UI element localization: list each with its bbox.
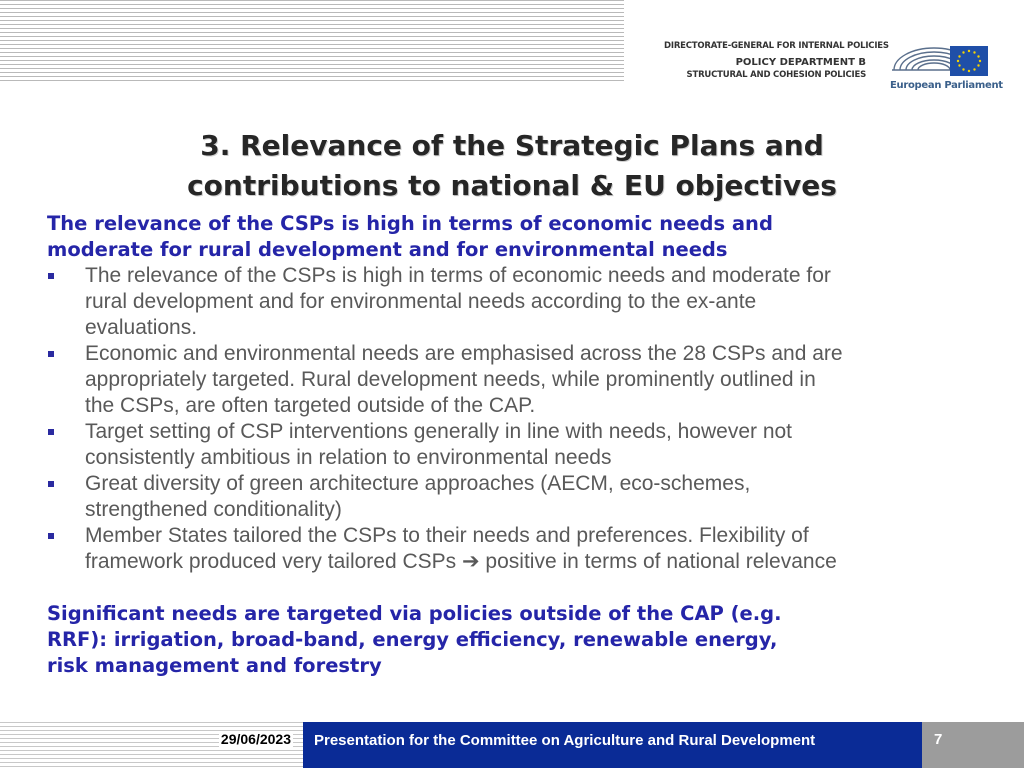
footer-presentation-title: Presentation for the Committee on Agriculture and Rural Development [314, 732, 816, 749]
bullet-line: Target setting of CSP interventions generally in line with needs, however not [85, 420, 793, 443]
slide-title-line1: 3. Relevance of the Strategic Plans and [200, 129, 824, 162]
policy-area: STRUCTURAL AND COHESION POLICIES [686, 70, 866, 80]
key-finding-heading [47, 211, 987, 263]
outside-cap-heading [47, 601, 987, 679]
bullet-item [47, 523, 977, 575]
bullet-line: consistently ambitious in relation to environmental needs [85, 446, 612, 469]
page-number: 7 [934, 731, 943, 748]
bullet-line: the CSPs, are often targeted outside of the CAP. [85, 394, 536, 417]
outside-cap-line1: Significant needs are targeted via policies outside of the CAP (e.g. [47, 602, 782, 625]
directorate-name: DIRECTORATE-GENERAL FOR INTERNAL POLICIES [664, 41, 889, 51]
bullet-square-icon [48, 481, 54, 487]
outside-cap-line3: risk management and forestry [47, 654, 382, 677]
footer-date-panel [0, 722, 303, 768]
footer-title-panel [303, 722, 922, 768]
bullet-line: evaluations. [85, 316, 198, 339]
outside-cap-line2: RRF): irrigation, broad-band, energy efficiency, renewable energy, [47, 628, 778, 651]
bullet-line: Great diversity of green architecture approaches (AECM, eco-schemes, [85, 472, 751, 495]
key-finding-line1: The relevance of the CSPs is high in terms of economic needs and [47, 212, 773, 235]
bullet-list [47, 263, 977, 575]
bullet-line: Economic and environmental needs are emphasised across the 28 CSPs and are [85, 342, 843, 365]
bullet-square-icon [48, 273, 54, 279]
european-parliament-label: European Parliament [890, 80, 1003, 91]
slide-footer [0, 722, 1024, 768]
bullet-line: appropriately targeted. Rural development needs, while prominently outlined in [85, 368, 816, 391]
slide-title [80, 126, 944, 206]
bullet-line: The relevance of the CSPs is high in terms of economic needs and moderate for [85, 264, 831, 287]
key-finding-line2: moderate for rural development and for environmental needs [47, 238, 728, 261]
bullet-square-icon [48, 351, 54, 357]
bullet-line: Member States tailored the CSPs to their needs and preferences. Flexibility of [85, 524, 809, 547]
bullet-line: strengthened conditionality) [85, 498, 342, 521]
policy-department: POLICY DEPARTMENT B [735, 57, 866, 68]
directorate-block [664, 40, 889, 81]
bullet-item [47, 419, 977, 471]
bullet-item [47, 471, 977, 523]
bullet-item [47, 341, 977, 419]
bullet-square-icon [48, 533, 54, 539]
parliament-hemicycle-icon [888, 24, 992, 80]
footer-page-panel [922, 722, 1024, 768]
footer-date: 29/06/2023 [220, 731, 291, 747]
bullet-item [47, 263, 977, 341]
bullet-square-icon [48, 429, 54, 435]
slide-title-line2: contributions to national & EU objectives [187, 169, 837, 202]
header-stripes [0, 0, 624, 84]
bullet-line: rural development and for environmental needs according to the ex-ante [85, 290, 757, 313]
bullet-line: framework produced very tailored CSPs ➔ positive in terms of national relevance [85, 550, 837, 573]
